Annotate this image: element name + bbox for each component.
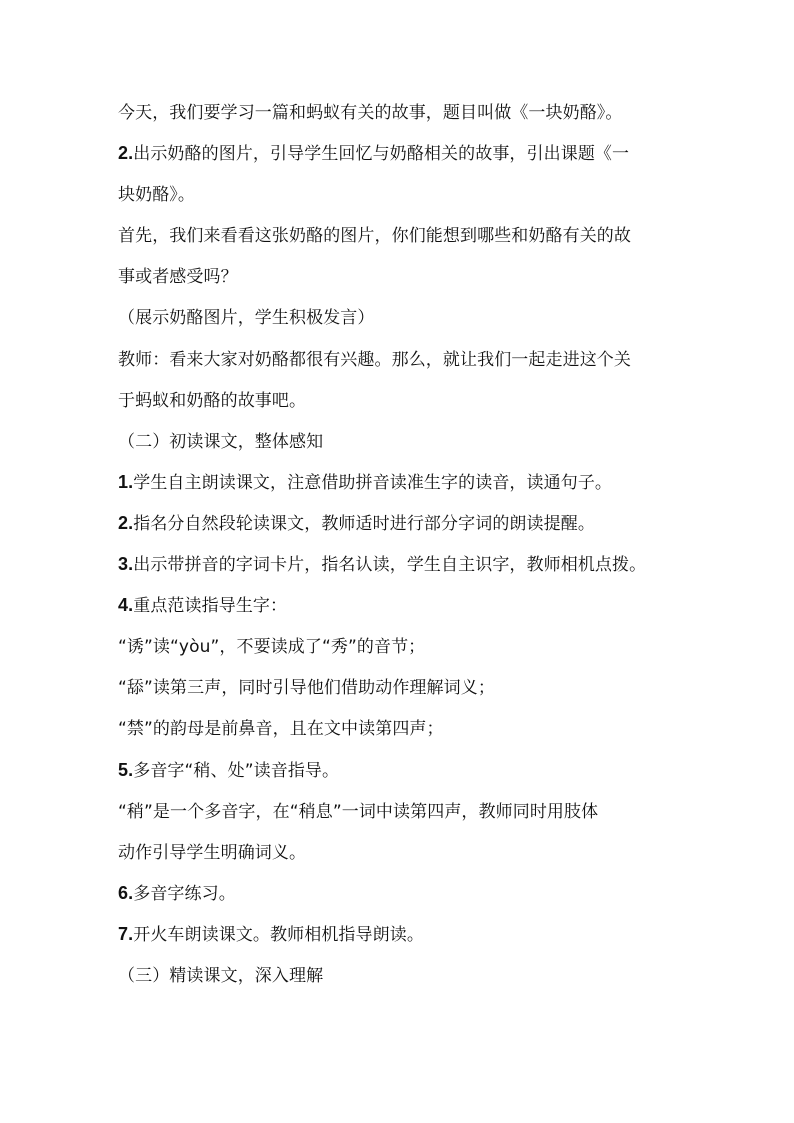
- list-number: 7.: [118, 923, 134, 944]
- list-item: [118, 553, 683, 594]
- text-line: [118, 183, 683, 224]
- line-text: 块奶酪》。: [118, 185, 195, 206]
- line-text: 今天，我们要学习一篇和蚂蚁有关的故事，题目叫做《一块奶酪》。: [118, 103, 623, 123]
- list-item: [118, 882, 683, 923]
- line-text: 动作引导学生明确词义。: [118, 842, 307, 863]
- section-heading: [118, 964, 683, 1005]
- text-line: [118, 800, 683, 841]
- line-text: 指名分自然段轮读课文，教师适时进行部分字词的朗读提醒。: [133, 513, 595, 534]
- text-line: [118, 224, 683, 265]
- list-item: [118, 471, 683, 512]
- list-item: [118, 512, 683, 553]
- line-text: 开火车朗读课文。教师相机指导朗读。: [133, 924, 424, 945]
- text-line: [118, 306, 683, 347]
- list-number: 4.: [118, 595, 134, 616]
- text-line: [118, 348, 683, 389]
- line-text: （展示奶酪图片，学生积极发言）: [118, 308, 375, 329]
- text-line: [118, 142, 683, 183]
- line-text: 多音字“稍、处”读音指导。: [133, 760, 340, 781]
- line-text: （二）初读课文，整体感知: [118, 431, 324, 452]
- line-text: “禁”的韵母是前鼻音，且在文中读第四声；: [118, 719, 444, 740]
- text-line: [118, 389, 683, 430]
- line-text: （三）精读课文，深入理解: [118, 965, 324, 986]
- line-text: 事或者感受吗？: [118, 267, 238, 288]
- text-line: [118, 841, 683, 882]
- list-number: 2.: [118, 143, 134, 164]
- list-number: 2.: [118, 512, 134, 533]
- document-body: [118, 101, 683, 1005]
- line-text: 出示奶酪的图片，引导学生回忆与奶酪相关的故事，引出课题《一: [133, 144, 630, 165]
- list-number: 6.: [118, 882, 134, 903]
- line-text: “诱”读“yòu”，不要读成了“秀”的音节；: [118, 637, 426, 658]
- list-item: [118, 759, 683, 800]
- line-text: 于蚂蚁和奶酪的故事吧。: [118, 390, 307, 411]
- line-text: “舔”读第三声，同时引导他们借助动作理解词义；: [118, 678, 495, 699]
- text-line: [118, 676, 683, 717]
- text-line: [118, 635, 683, 676]
- text-line: [118, 101, 683, 142]
- list-number: 5.: [118, 759, 134, 780]
- line-text: “稍”是一个多音字，在“稍息”一词中读第四声，教师同时用肢体: [118, 801, 599, 822]
- line-text: 教师：看来大家对奶酪都很有兴趣。那么，就让我们一起走进这个关: [118, 349, 631, 370]
- section-heading: [118, 430, 683, 471]
- line-text: 重点范读指导生字：: [133, 596, 288, 617]
- list-number: 3.: [118, 554, 134, 575]
- line-text: 首先，我们来看看这张奶酪的图片，你们能想到哪些和奶酪有关的故: [118, 226, 631, 247]
- list-item: [118, 594, 683, 635]
- line-text: 多音字练习。: [133, 883, 236, 904]
- list-number: 1.: [118, 471, 134, 492]
- list-item: [118, 923, 683, 964]
- line-text: 出示带拼音的字词卡片，指名认读，学生自主识字，教师相机点拨。: [133, 555, 647, 576]
- text-line: [118, 265, 683, 306]
- line-text: 学生自主朗读课文，注意借助拼音读准生字的读音，读通句子。: [133, 472, 613, 493]
- text-line: [118, 717, 683, 758]
